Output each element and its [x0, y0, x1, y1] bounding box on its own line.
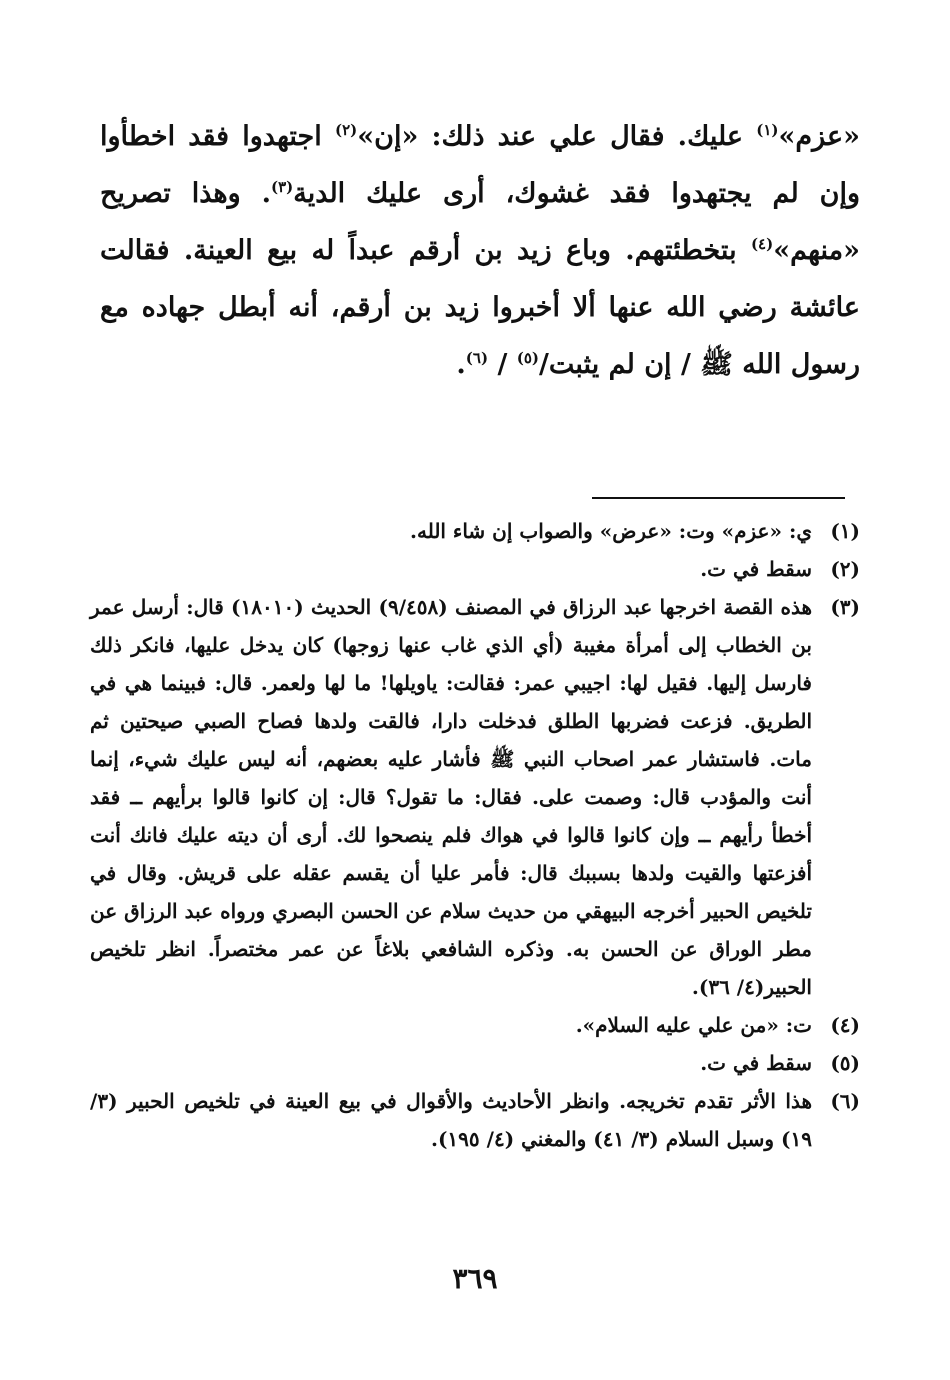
- footnote-divider: [592, 497, 845, 499]
- footnote-ref-5[interactable]: (٥): [516, 349, 540, 367]
- footnote-4: [90, 1006, 860, 1044]
- footnote-ref-1[interactable]: (١): [756, 121, 779, 139]
- page-number: ٣٦٩: [452, 1262, 498, 1295]
- footnote-1: [90, 512, 860, 550]
- footnotes: [90, 512, 860, 1158]
- footnote-ref-2[interactable]: (٢): [334, 121, 358, 139]
- text-segment: «عزم»: [778, 121, 860, 152]
- footnote-ref-4[interactable]: (٤): [750, 235, 774, 253]
- footnote-6: [90, 1082, 860, 1158]
- footnote-ref-6[interactable]: (٦): [465, 349, 489, 367]
- footnote-number: (٣): [830, 595, 860, 619]
- text-segment: . وهذا تصريح «منهم»: [100, 178, 860, 266]
- main-text: [100, 108, 860, 393]
- footnote-ref-3[interactable]: (٣): [271, 178, 294, 196]
- footnote-number: (٤): [830, 1013, 860, 1037]
- footnote-3: [90, 588, 860, 1006]
- footnote-number: (١): [830, 519, 860, 543]
- footnote-2: [90, 550, 860, 588]
- text-segment: .: [456, 349, 466, 380]
- footnote-number: (٦): [830, 1089, 860, 1113]
- text-segment: /: [488, 349, 517, 380]
- text-segment: بتخطئتهم. وباع زيد بن أرقم عبداً له بيع العينة. فقالت عائشة رضي الله عنها ألا أخبروا زيد بن أرقم، أنه أبطل جهاده مع رسول الله ﷺ / إن لم يثبت/: [100, 235, 860, 380]
- footnote-text: ت: «من علي عليه السلام».: [575, 1013, 812, 1037]
- footnote-number: (٥): [830, 1051, 860, 1075]
- text-segment: عليك. فقال علي عند ذلك: «إن»: [357, 121, 757, 152]
- footnote-text: هذا الأثر تقدم تخريجه. وانظر الأحاديث والأقوال في بيع العينة في تلخيص الحبير (٣/ ١٩) وسبل السلام (٣/ ٤١) والمغني (٤/ ١٩٥).: [90, 1089, 812, 1151]
- main-paragraph: [100, 108, 860, 393]
- footnote-5: [90, 1044, 860, 1082]
- footnote-text: سقط في ت.: [700, 1051, 812, 1075]
- footnote-text: هذه القصة اخرجها عبد الرزاق في المصنف (٩/٤٥٨) الحديث (١٨٠١٠) قال: أرسل عمر بن الخطاب إلى أمرأة مغيبة (أي الذي غاب عنها زوجها) كان يدخل عليها، فانكر ذلك فارسل إليها. فقيل لها: اجيبي عمر: فقالت: ياويلها! ما لها ولعمر. قال: فبينما هي في الطريق. فزعت فضربها الطلق فدخلت دارا، فالقت ولدها فصاح الصبي صيحتين ثم مات. فاستشار عمر اصحاب النبي ﷺ فأشار عليه بعضهم، أنه ليس عليك شيء، إنما أنت والمؤدب قال: وصمت على. فقال: ما تقول؟ قال: إن كانوا قالوا برأيهم ــ فقد أخطأ رأيهم ــ وإن كانوا قالوا في هواك فلم ينصحوا لك. أرى أن ديته عليك فانك أنت أفزعتها والقيت ولدها بسببك قال: فأمر عليا أن يقسم عقله على قريش. وقال في تلخيص الحبير أخرجه البيهقي من حديث سلام عن الحسن البصري ورواه عبد الرزاق عن مطر الوراق عن الحسن به. وذكره الشافعي بلاغاً عن عمر مختصراً. انظر تلخيص الحبير(٤/ ٣٦).: [90, 595, 812, 999]
- footnote-text: ي: «عزم» وت: «عرض» والصواب إن شاء الله.: [410, 519, 812, 543]
- footnote-number: (٢): [830, 557, 860, 581]
- footnote-text: سقط في ت.: [700, 557, 812, 581]
- text-segment: اجتهدوا فقد اخطأوا وإن لم يجتهدوا فقد غشوك، أرى عليك الدية: [100, 121, 860, 209]
